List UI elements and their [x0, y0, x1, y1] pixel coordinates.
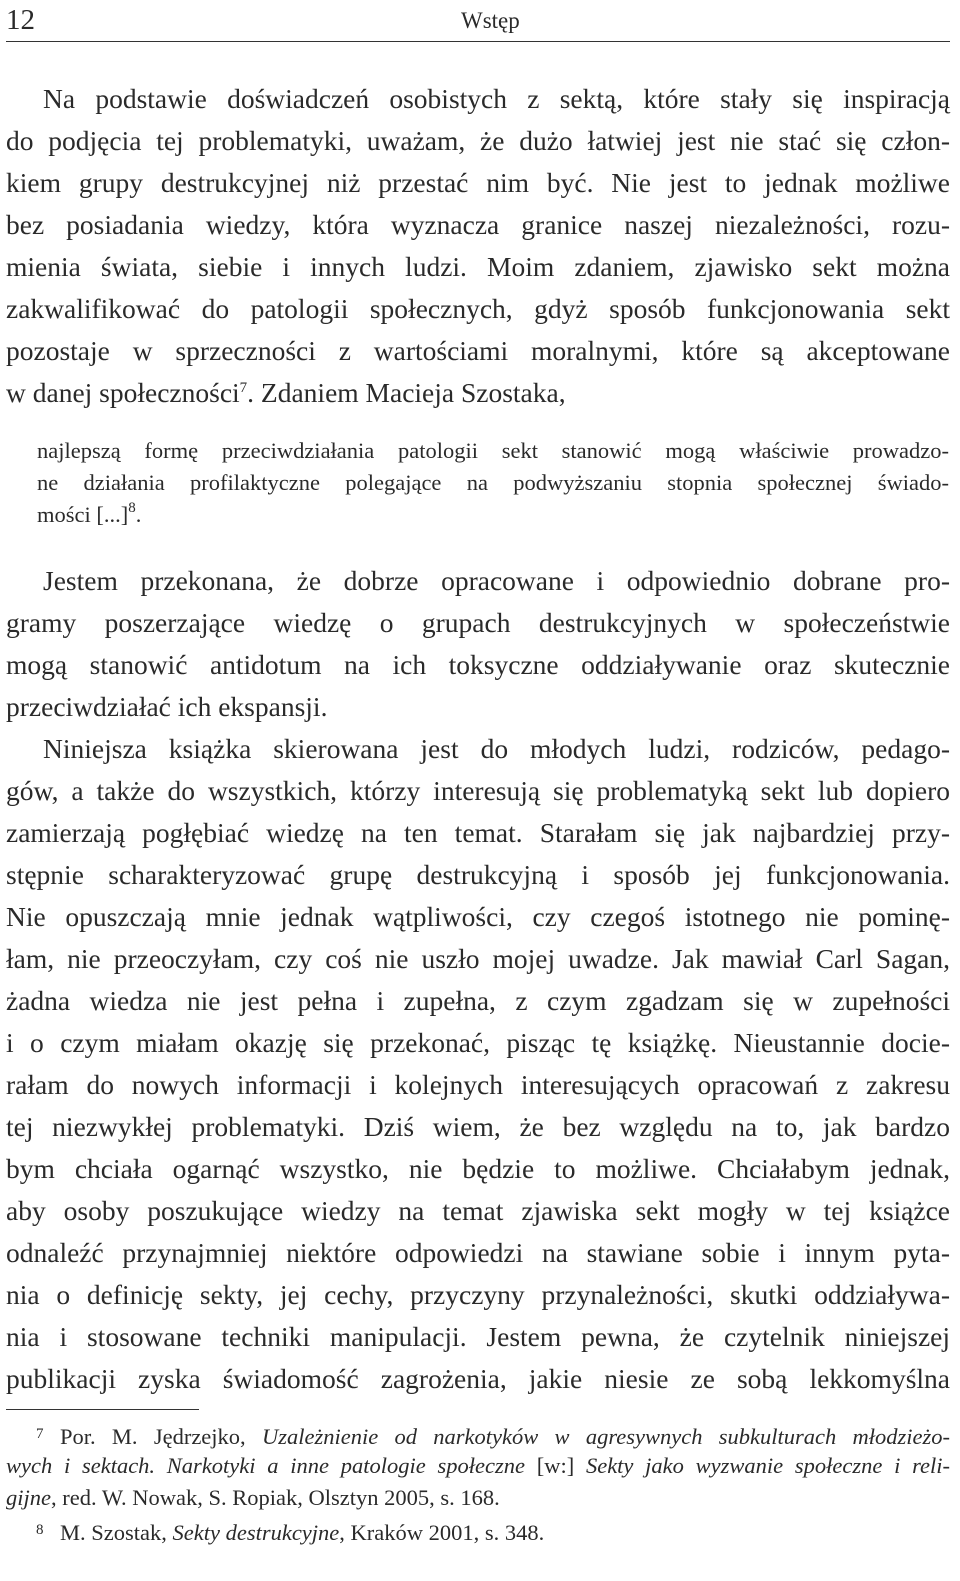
text-line: nia i stosowane techniki manipulacji. Jestem pewna, że czytelnik niniejszej: [6, 1321, 950, 1352]
text-fragment: mości [...]: [37, 502, 129, 527]
text-line: publikacji zyska świadomość zagrożenia, jakie niesie ze sobą lekkomyślna: [6, 1363, 950, 1394]
text-line: kiem grupy destrukcyjnej niż przestać nim być. Nie jest to jednak możliwe: [6, 167, 950, 198]
text-fragment: M. Szostak,: [60, 1520, 173, 1545]
text-fragment: , red. W. Nowak, S. Ropiak, Olsztyn 2005, s. 168.: [51, 1485, 500, 1510]
text-line: Na podstawie doświadczeń osobistych z sektą, które stały się inspiracją: [43, 83, 950, 114]
text-fragment: [w:]: [524, 1453, 586, 1478]
footnotes: [6, 1418, 950, 1546]
text-line: zamierzają pogłębiać wiedzę na ten temat. Starałam się jak najbardziej przy-: [6, 817, 950, 848]
page-number: 12: [6, 4, 35, 36]
footnote-rule: [6, 1409, 199, 1410]
text-line: Jestem przekonana, że dobrze opracowane i odpowiednio dobrane pro-: [43, 565, 950, 596]
text-fragment: Por. M. Jędrzejko,: [60, 1424, 262, 1449]
citation-title: Sekty destrukcyjne: [172, 1520, 340, 1545]
citation-title: wych i sektach. Narkotyki a inne patologie społeczne: [6, 1453, 525, 1478]
text-line: mogą stanowić antidotum na ich toksyczne oddziaływanie oraz skutecznie: [6, 649, 950, 680]
running-head: Wstęp: [461, 8, 520, 33]
text-line: żadna wiedza nie jest pełna i zupełna, z czym zgadzam się w zupełności: [6, 985, 950, 1016]
text-fragment: .: [135, 502, 142, 527]
text-line: pozostaje w sprzeczności z wartościami moralnymi, które są akceptowane: [6, 335, 950, 366]
paragraph-2: [6, 560, 950, 728]
text-fragment: , Kraków 2001, s. 348.: [339, 1520, 545, 1545]
text-line: zakwalifikować do patologii społecznych, gdyż sposób funkcjonowania sekt: [6, 293, 950, 324]
text-line: do podjęcia tej problematyki, uważam, że dużo łatwiej jest nie stać się człon-: [6, 125, 950, 156]
paragraph-3: [6, 728, 950, 1400]
text-fragment: w danej społeczności: [6, 377, 240, 408]
text-fragment: . Zdaniem Macieja Szostaka,: [247, 377, 566, 408]
citation-title: Sekty jako wyzwanie społeczne i reli-: [585, 1453, 950, 1478]
footnote-7-line: [6, 1450, 950, 1482]
text-line: stępnie scharakteryzować grupę destrukcyjną i sposób jej funkcjonowania.: [6, 859, 950, 890]
footnote-7-line: [6, 1482, 950, 1514]
text-line: gów, a także do wszystkich, którzy interesują się problematyką sekt lub dopiero: [6, 775, 950, 806]
citation-title: Uzależnienie od narkotyków w agresywnych subkulturach młodzieżo-: [261, 1424, 950, 1449]
text-line: i o czym miałam okazję się przekonać, pisząc tę książkę. Nieustannie docie-: [6, 1027, 950, 1058]
quote-line: najlepszą formę przeciwdziałania patologii sekt stanowić mogą właściwie prowadzo-: [37, 438, 949, 463]
quote-line: ne działania profilaktyczne polegające na podwyższaniu stopnia społecznej świado-: [37, 470, 949, 495]
text-line: łam, nie przeoczyłam, czy coś nie uszło mojej uwadze. Jak mawiał Carl Sagan,: [6, 943, 950, 974]
footnote-7-line: [6, 1418, 950, 1450]
text-line: rałam do nowych informacji i kolejnych interesujących opracowań z zakresu: [6, 1069, 950, 1100]
main-text-continued: [6, 560, 950, 1400]
block-quote: [37, 435, 949, 531]
quote-line: [37, 499, 949, 531]
text-line: odnaleźć przynajmniej niektóre odpowiedzi na stawiane sobie i innym pyta-: [6, 1237, 950, 1268]
text-line: gramy poszerzające wiedzę o grupach destrukcyjnych w społeczeństwie: [6, 607, 950, 638]
text-line: bym chciała ogarnąć wszystko, nie będzie to możliwe. Chciałabym jednak,: [6, 1153, 950, 1184]
footnote-reference-7[interactable]: 7: [239, 380, 248, 396]
text-line: [6, 372, 950, 414]
header-rule: [6, 41, 950, 42]
text-line: mienia świata, siebie i innych ludzi. Moim zdaniem, zjawisko sekt można: [6, 251, 950, 282]
page-header: [6, 2, 950, 40]
citation-title: gijne: [6, 1485, 51, 1510]
text-line: nia o definicję sekty, jej cechy, przyczyny przynależności, skutki oddziaływa-: [6, 1279, 950, 1310]
footnote-mark-7: 7: [36, 1426, 44, 1442]
text-line: tej niezwykłej problematyki. Dziś wiem, że bez względu na to, jak bardzo: [6, 1111, 950, 1142]
text-line: przeciwdziałać ich ekspansji.: [6, 691, 328, 722]
text-line: Niniejsza książka skierowana jest do młodych ludzi, rodziców, pedago-: [43, 733, 950, 764]
footnote-8-line: [6, 1514, 950, 1546]
footnote-reference-8[interactable]: 8: [128, 500, 136, 516]
text-line: Nie opuszczają mnie jednak wątpliwości, czy czegoś istotnego nie pominę-: [6, 901, 950, 932]
footnote-mark-8: 8: [36, 1522, 44, 1538]
text-line: bez posiadania wiedzy, która wyznacza granice naszej niezależności, rozu-: [6, 209, 950, 240]
paragraph-1: [6, 78, 950, 414]
text-line: aby osoby poszukujące wiedzy na temat zjawiska sekt mogły w tej książce: [6, 1195, 950, 1226]
